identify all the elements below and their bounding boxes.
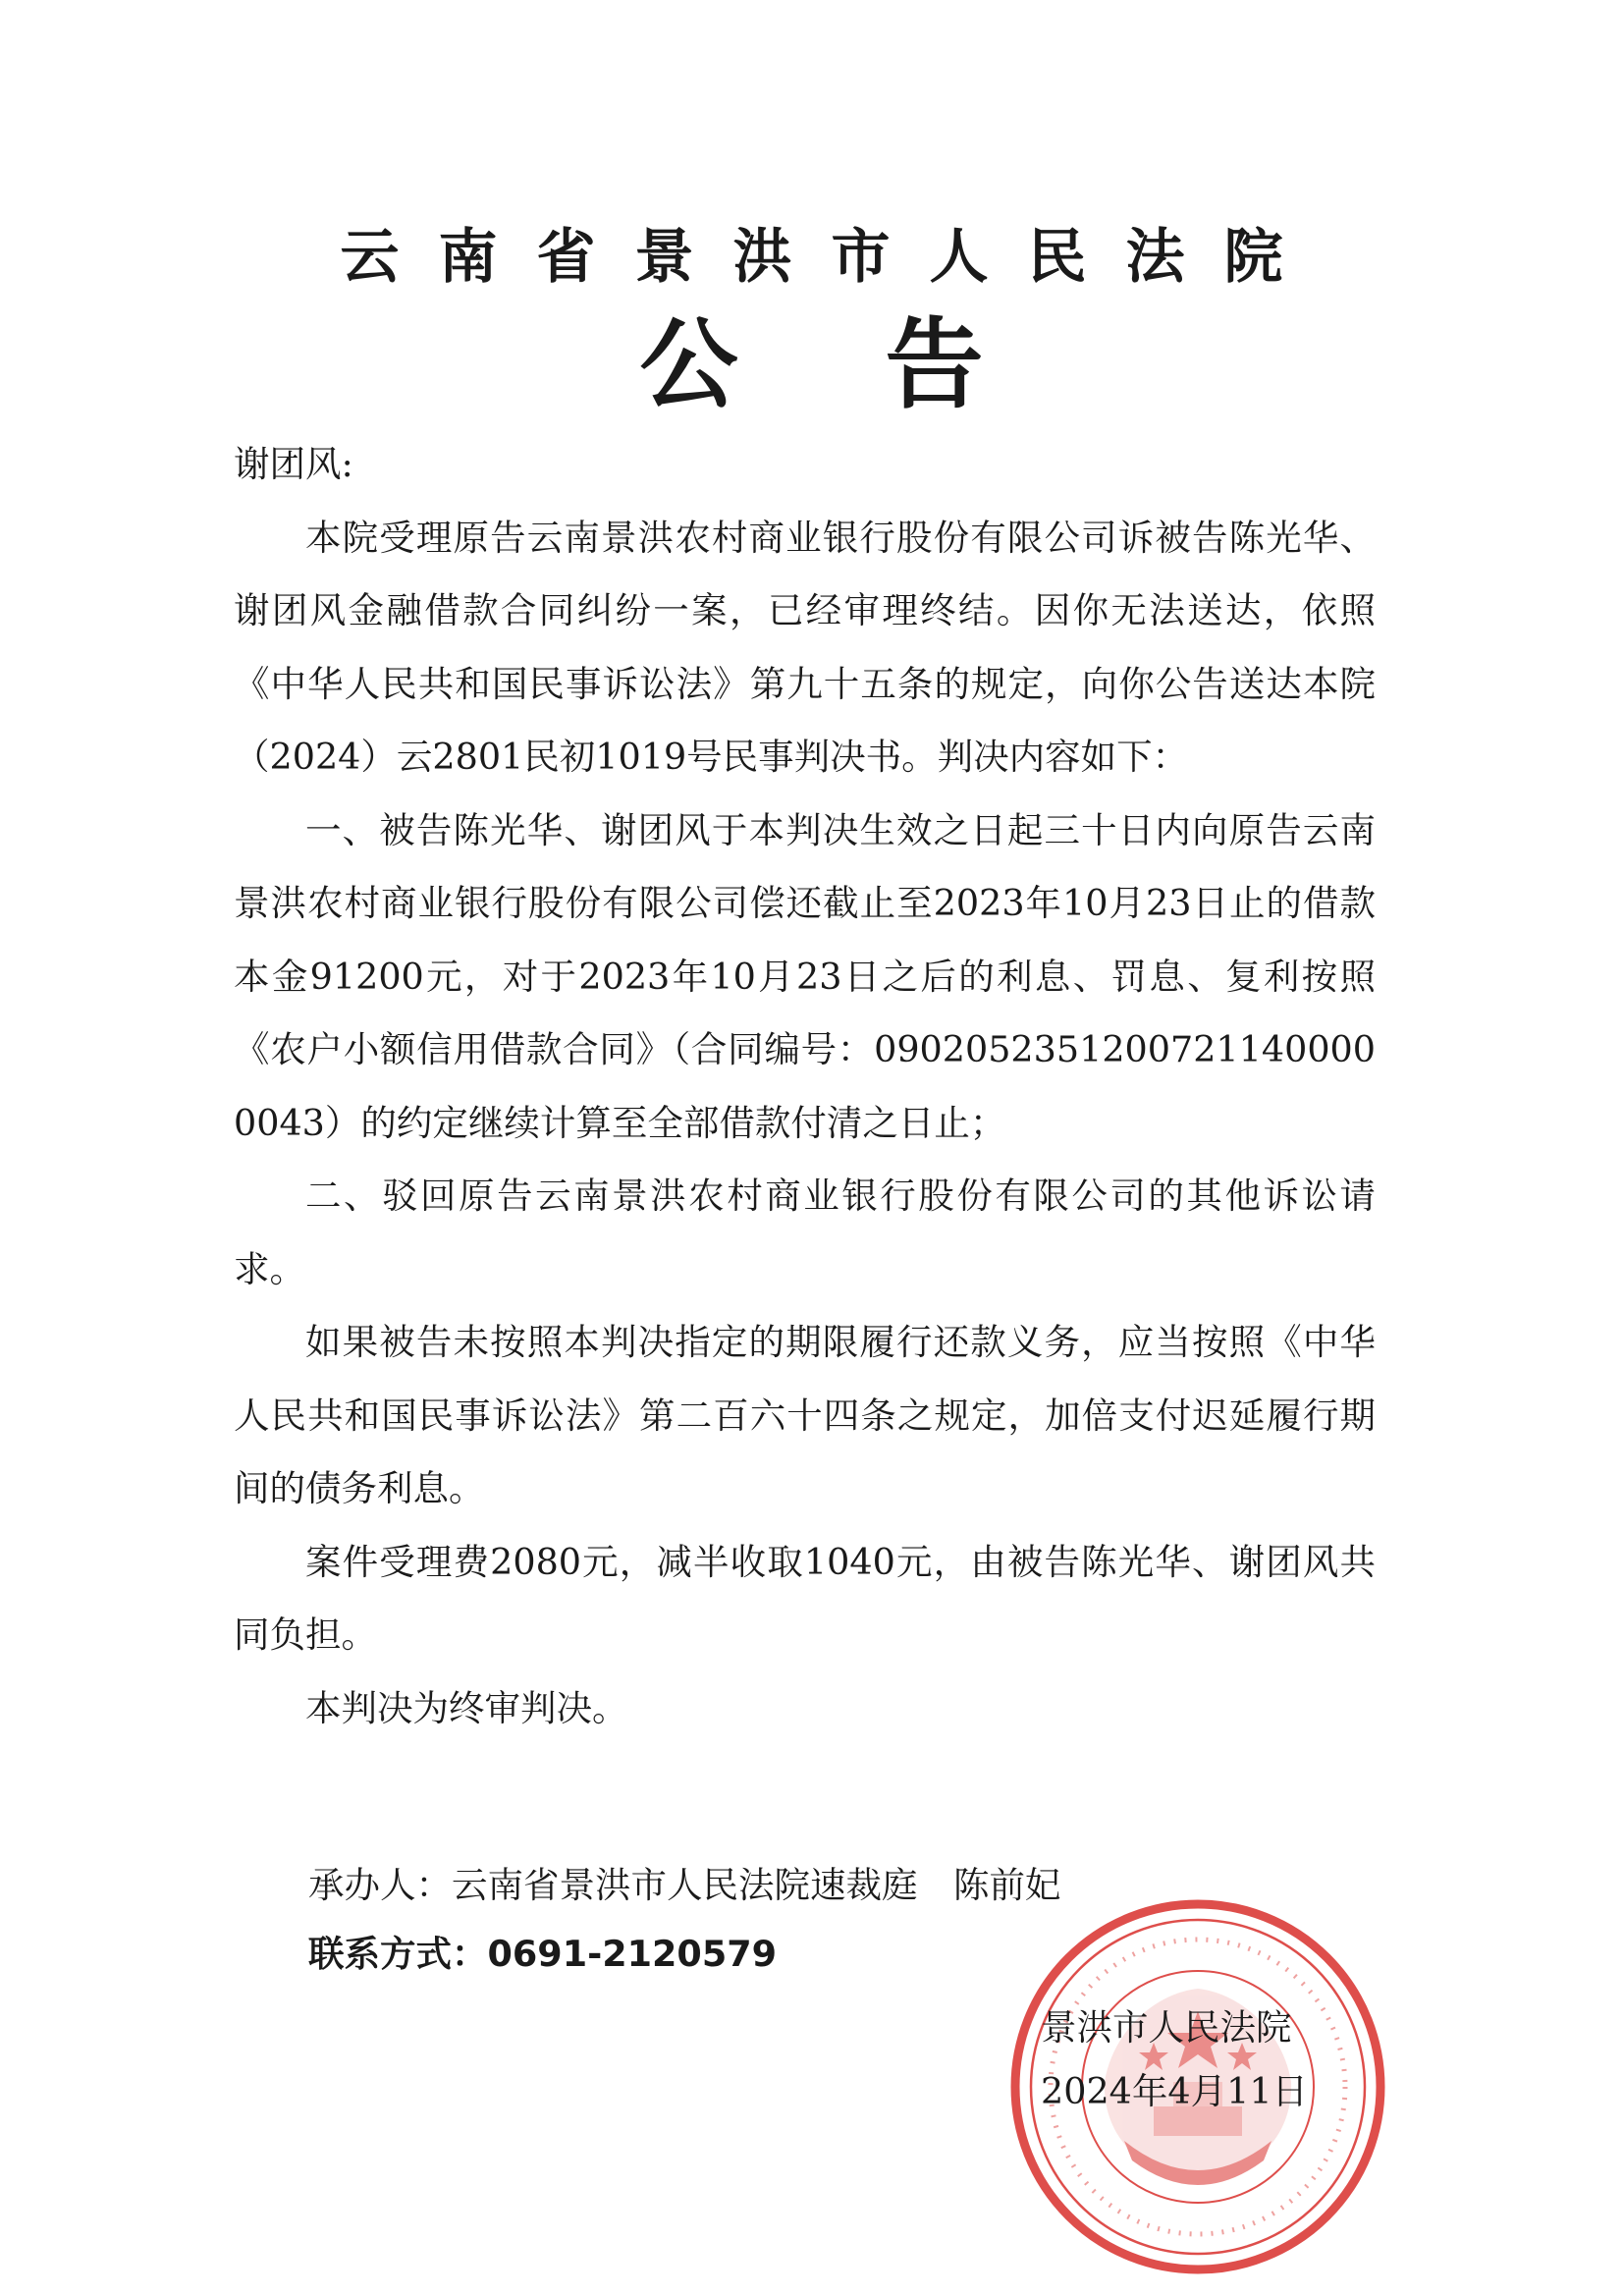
issue-date: 2024年4月11日 <box>1041 2070 1309 2112</box>
handler-line: 承办人：云南省景洪市人民法院速裁庭 陈前妃 <box>308 1864 1061 1906</box>
addressee: 谢团风: <box>234 443 353 485</box>
notice-body <box>234 428 1376 1745</box>
issuer-name: 景洪市人民法院 <box>1041 2006 1292 2049</box>
paragraph-intro: 本院受理原告云南景洪农村商业银行股份有限公司诉被告陈光华、谢团风金融借款合同纠纷一案，已经审理终结。因你无法送达，依照《中华人民共和国民事诉讼法》第九十五条的规定，向你公告送达本院（2024）云2801民初1019号民事判决书。判决内容如下： <box>234 516 1376 778</box>
paragraph-court-fee: 案件受理费2080元，减半收取1040元，由被告陈光华、谢团风共同负担。 <box>234 1540 1376 1656</box>
paragraph-judgment-2: 二、驳回原告云南景洪农村商业银行股份有限公司的其他诉讼请求。 <box>234 1175 1376 1290</box>
court-name: 云南省景洪市人民法院 <box>340 223 1323 292</box>
document-title: 公告 <box>639 307 1131 422</box>
paragraph-judgment-1: 一、被告陈光华、谢团风于本判决生效之日起三十日内向原告云南景洪农村商业银行股份有限公司偿还截止至2023年10月23日止的借款本金91200元，对于2023年10月23日之后的利息、罚息、复利按照《农户小额信用借款合同》（合同编号：09020523512007211400000043）的约定继续计算至全部借款付清之日止； <box>234 808 1376 1144</box>
paragraph-late-interest: 如果被告未按照本判决指定的期限履行还款义务，应当按照《中华人民共和国民事诉讼法》第二百六十四条之规定，加倍支付迟延履行期间的债务利息。 <box>234 1321 1376 1509</box>
paragraph-final: 本判决为终审判决。 <box>305 1686 628 1729</box>
contact-line: 联系方式：0691-2120579 <box>308 1933 778 1975</box>
